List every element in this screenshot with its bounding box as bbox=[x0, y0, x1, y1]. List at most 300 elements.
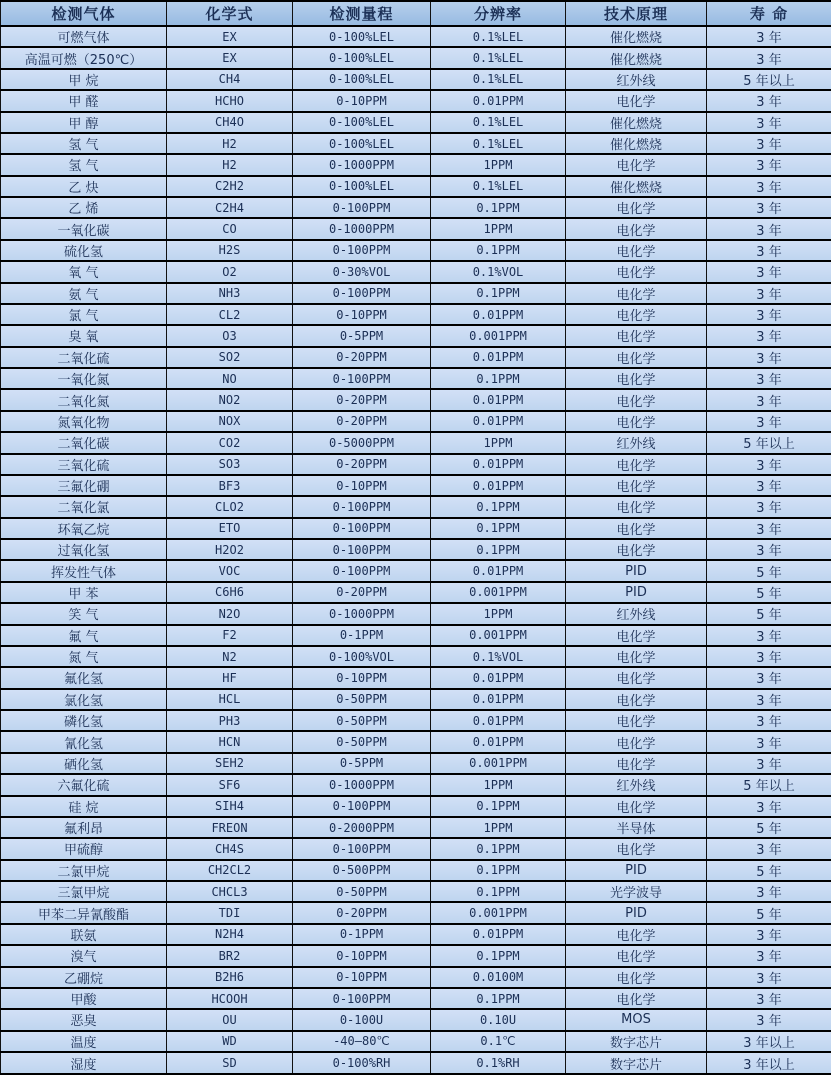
cell-principle: 电化学 bbox=[566, 261, 707, 282]
cell-resolution: 0.1PPM bbox=[431, 539, 566, 560]
cell-resolution: 0.01PPM bbox=[431, 454, 566, 475]
cell-range: 0-50PPM bbox=[293, 881, 431, 902]
cell-range: 0-100PPM bbox=[293, 539, 431, 560]
cell-resolution: 0.1%LEL bbox=[431, 69, 566, 90]
cell-resolution: 1PPM bbox=[431, 603, 566, 624]
cell-gas: 氟化氢 bbox=[1, 667, 167, 688]
table-row bbox=[1, 218, 831, 239]
cell-resolution: 1PPM bbox=[431, 817, 566, 838]
cell-lifespan: 3 年 bbox=[707, 646, 831, 667]
table-row bbox=[1, 347, 831, 368]
cell-range: 0-1000PPM bbox=[293, 218, 431, 239]
table-row bbox=[1, 689, 831, 710]
header-principle: 技术原理 bbox=[566, 1, 707, 26]
table-row bbox=[1, 304, 831, 325]
cell-resolution: 0.01PPM bbox=[431, 411, 566, 432]
table-row bbox=[1, 774, 831, 795]
table-row bbox=[1, 197, 831, 218]
cell-gas: 磷化氢 bbox=[1, 710, 167, 731]
cell-range: -40—80℃ bbox=[293, 1031, 431, 1052]
cell-lifespan: 3 年 bbox=[707, 1009, 831, 1030]
cell-gas: 高温可燃（250℃） bbox=[1, 47, 167, 68]
cell-lifespan: 3 年 bbox=[707, 197, 831, 218]
cell-principle: 电化学 bbox=[566, 838, 707, 859]
cell-range: 0-1000PPM bbox=[293, 154, 431, 175]
cell-principle: 半导体 bbox=[566, 817, 707, 838]
cell-formula: SIH4 bbox=[167, 796, 293, 817]
cell-range: 0-100%LEL bbox=[293, 47, 431, 68]
table-row bbox=[1, 47, 831, 68]
cell-gas: 臭 氧 bbox=[1, 325, 167, 346]
cell-principle: PID bbox=[566, 582, 707, 603]
cell-resolution: 0.1PPM bbox=[431, 283, 566, 304]
cell-range: 0-100U bbox=[293, 1009, 431, 1030]
table-row bbox=[1, 625, 831, 646]
cell-principle: 电化学 bbox=[566, 625, 707, 646]
cell-gas: 氢 气 bbox=[1, 154, 167, 175]
cell-gas: 甲酸 bbox=[1, 988, 167, 1009]
cell-lifespan: 3 年 bbox=[707, 796, 831, 817]
cell-formula: NO2 bbox=[167, 389, 293, 410]
table-row bbox=[1, 261, 831, 282]
cell-formula: CH4 bbox=[167, 69, 293, 90]
cell-resolution: 0.01PPM bbox=[431, 710, 566, 731]
cell-range: 0-10PPM bbox=[293, 90, 431, 111]
cell-range: 0-100%VOL bbox=[293, 646, 431, 667]
cell-range: 0-20PPM bbox=[293, 454, 431, 475]
cell-principle: 电化学 bbox=[566, 753, 707, 774]
table-row bbox=[1, 1009, 831, 1030]
cell-resolution: 0.1PPM bbox=[431, 496, 566, 517]
cell-lifespan: 5 年 bbox=[707, 582, 831, 603]
cell-range: 0-5PPM bbox=[293, 753, 431, 774]
table-row bbox=[1, 710, 831, 731]
table-row bbox=[1, 154, 831, 175]
cell-gas: 乙硼烷 bbox=[1, 967, 167, 988]
cell-range: 0-100PPM bbox=[293, 796, 431, 817]
cell-principle: 电化学 bbox=[566, 924, 707, 945]
cell-gas: 甲 烷 bbox=[1, 69, 167, 90]
cell-gas: 氨 气 bbox=[1, 283, 167, 304]
cell-range: 0-10PPM bbox=[293, 304, 431, 325]
table-row bbox=[1, 325, 831, 346]
cell-resolution: 0.001PPM bbox=[431, 753, 566, 774]
cell-range: 0-100%LEL bbox=[293, 133, 431, 154]
cell-principle: 电化学 bbox=[566, 154, 707, 175]
cell-range: 0-100PPM bbox=[293, 838, 431, 859]
cell-formula: C2H4 bbox=[167, 197, 293, 218]
cell-principle: 电化学 bbox=[566, 197, 707, 218]
cell-formula: C2H2 bbox=[167, 176, 293, 197]
cell-resolution: 0.1PPM bbox=[431, 368, 566, 389]
cell-lifespan: 3 年 bbox=[707, 967, 831, 988]
cell-resolution: 0.1℃ bbox=[431, 1031, 566, 1052]
cell-formula: CH2CL2 bbox=[167, 860, 293, 881]
cell-range: 0-100%LEL bbox=[293, 176, 431, 197]
cell-range: 0-30%VOL bbox=[293, 261, 431, 282]
cell-gas: 环氧乙烷 bbox=[1, 518, 167, 539]
cell-principle: 电化学 bbox=[566, 368, 707, 389]
cell-gas: 甲 醇 bbox=[1, 112, 167, 133]
cell-range: 0-100PPM bbox=[293, 240, 431, 261]
cell-formula: H2S bbox=[167, 240, 293, 261]
table-row bbox=[1, 603, 831, 624]
cell-range: 0-20PPM bbox=[293, 582, 431, 603]
cell-range: 0-20PPM bbox=[293, 389, 431, 410]
cell-formula: CH4O bbox=[167, 112, 293, 133]
cell-lifespan: 3 年 bbox=[707, 475, 831, 496]
cell-lifespan: 3 年 bbox=[707, 838, 831, 859]
cell-principle: 催化燃烧 bbox=[566, 176, 707, 197]
cell-range: 0-50PPM bbox=[293, 710, 431, 731]
cell-lifespan: 3 年 bbox=[707, 518, 831, 539]
cell-lifespan: 3 年 bbox=[707, 389, 831, 410]
cell-formula: SO2 bbox=[167, 347, 293, 368]
cell-lifespan: 3 年 bbox=[707, 325, 831, 346]
cell-principle: 电化学 bbox=[566, 411, 707, 432]
cell-principle: 电化学 bbox=[566, 689, 707, 710]
cell-gas: 二氧化硫 bbox=[1, 347, 167, 368]
table-row bbox=[1, 518, 831, 539]
cell-lifespan: 3 年 bbox=[707, 539, 831, 560]
cell-gas: 六氟化硫 bbox=[1, 774, 167, 795]
cell-gas: 二氧化氮 bbox=[1, 389, 167, 410]
table-row bbox=[1, 1052, 831, 1074]
cell-principle: 电化学 bbox=[566, 240, 707, 261]
table-row bbox=[1, 539, 831, 560]
cell-resolution: 0.1%LEL bbox=[431, 112, 566, 133]
cell-formula: BF3 bbox=[167, 475, 293, 496]
header-range: 检测量程 bbox=[293, 1, 431, 26]
cell-principle: 红外线 bbox=[566, 69, 707, 90]
cell-resolution: 0.1PPM bbox=[431, 240, 566, 261]
cell-resolution: 0.001PPM bbox=[431, 582, 566, 603]
cell-range: 0-100PPM bbox=[293, 560, 431, 581]
cell-gas: 氯 气 bbox=[1, 304, 167, 325]
cell-resolution: 0.1%LEL bbox=[431, 133, 566, 154]
cell-resolution: 0.1PPM bbox=[431, 197, 566, 218]
cell-principle: 电化学 bbox=[566, 454, 707, 475]
cell-gas: 硫化氢 bbox=[1, 240, 167, 261]
table-row bbox=[1, 817, 831, 838]
cell-range: 0-1PPM bbox=[293, 625, 431, 646]
cell-principle: 红外线 bbox=[566, 432, 707, 453]
cell-gas: 甲 醛 bbox=[1, 90, 167, 111]
cell-resolution: 0.1PPM bbox=[431, 860, 566, 881]
cell-formula: HCHO bbox=[167, 90, 293, 111]
cell-formula: SO3 bbox=[167, 454, 293, 475]
cell-range: 0-100%LEL bbox=[293, 112, 431, 133]
cell-gas: 氟利昂 bbox=[1, 817, 167, 838]
cell-formula: ETO bbox=[167, 518, 293, 539]
cell-gas: 过氧化氢 bbox=[1, 539, 167, 560]
cell-formula: WD bbox=[167, 1031, 293, 1052]
cell-formula: B2H6 bbox=[167, 967, 293, 988]
cell-formula: N2 bbox=[167, 646, 293, 667]
cell-principle: 电化学 bbox=[566, 988, 707, 1009]
cell-gas: 三氟化硼 bbox=[1, 475, 167, 496]
cell-lifespan: 3 年 bbox=[707, 667, 831, 688]
cell-principle: MOS bbox=[566, 1009, 707, 1030]
table-row bbox=[1, 582, 831, 603]
cell-resolution: 0.001PPM bbox=[431, 325, 566, 346]
cell-gas: 乙 炔 bbox=[1, 176, 167, 197]
cell-resolution: 0.1%LEL bbox=[431, 176, 566, 197]
cell-resolution: 0.1PPM bbox=[431, 881, 566, 902]
cell-lifespan: 3 年以上 bbox=[707, 1052, 831, 1074]
cell-resolution: 1PPM bbox=[431, 432, 566, 453]
cell-lifespan: 3 年 bbox=[707, 112, 831, 133]
cell-resolution: 0.01PPM bbox=[431, 475, 566, 496]
header-gas: 检测气体 bbox=[1, 1, 167, 26]
cell-gas: 乙 烯 bbox=[1, 197, 167, 218]
cell-formula: H2O2 bbox=[167, 539, 293, 560]
cell-range: 0-10PPM bbox=[293, 945, 431, 966]
cell-lifespan: 3 年 bbox=[707, 347, 831, 368]
cell-formula: FREON bbox=[167, 817, 293, 838]
cell-resolution: 0.01PPM bbox=[431, 560, 566, 581]
cell-principle: 催化燃烧 bbox=[566, 112, 707, 133]
cell-principle: PID bbox=[566, 902, 707, 923]
cell-principle: 数字芯片 bbox=[566, 1052, 707, 1074]
header-row bbox=[1, 1, 831, 26]
cell-formula: O3 bbox=[167, 325, 293, 346]
table-row bbox=[1, 881, 831, 902]
cell-resolution: 0.01PPM bbox=[431, 90, 566, 111]
cell-formula: EX bbox=[167, 47, 293, 68]
cell-formula: HCOOH bbox=[167, 988, 293, 1009]
cell-gas: 笑 气 bbox=[1, 603, 167, 624]
cell-resolution: 0.0100M bbox=[431, 967, 566, 988]
cell-gas: 氯化氢 bbox=[1, 689, 167, 710]
cell-formula: O2 bbox=[167, 261, 293, 282]
cell-formula: N2O bbox=[167, 603, 293, 624]
table-row bbox=[1, 1031, 831, 1052]
cell-principle: 电化学 bbox=[566, 347, 707, 368]
cell-formula: CO bbox=[167, 218, 293, 239]
cell-range: 0-50PPM bbox=[293, 689, 431, 710]
table-row bbox=[1, 475, 831, 496]
cell-lifespan: 3 年 bbox=[707, 47, 831, 68]
cell-range: 0-20PPM bbox=[293, 902, 431, 923]
cell-gas: 甲 苯 bbox=[1, 582, 167, 603]
cell-lifespan: 3 年 bbox=[707, 368, 831, 389]
cell-principle: 电化学 bbox=[566, 646, 707, 667]
cell-lifespan: 3 年 bbox=[707, 26, 831, 47]
cell-principle: 催化燃烧 bbox=[566, 26, 707, 47]
table-row bbox=[1, 753, 831, 774]
cell-principle: 电化学 bbox=[566, 90, 707, 111]
cell-gas: 氧 气 bbox=[1, 261, 167, 282]
table-row bbox=[1, 838, 831, 859]
cell-formula: VOC bbox=[167, 560, 293, 581]
cell-lifespan: 5 年 bbox=[707, 603, 831, 624]
header-lifespan: 寿 命 bbox=[707, 1, 831, 26]
table-row bbox=[1, 988, 831, 1009]
cell-resolution: 0.1PPM bbox=[431, 945, 566, 966]
cell-range: 0-1000PPM bbox=[293, 774, 431, 795]
cell-formula: OU bbox=[167, 1009, 293, 1030]
cell-principle: 电化学 bbox=[566, 218, 707, 239]
cell-principle: 电化学 bbox=[566, 945, 707, 966]
cell-resolution: 0.01PPM bbox=[431, 667, 566, 688]
cell-range: 0-10PPM bbox=[293, 967, 431, 988]
table-row bbox=[1, 69, 831, 90]
table-row bbox=[1, 90, 831, 111]
table-body bbox=[1, 26, 831, 1074]
cell-range: 0-100PPM bbox=[293, 283, 431, 304]
cell-range: 0-1000PPM bbox=[293, 603, 431, 624]
table-row bbox=[1, 454, 831, 475]
cell-gas: 氮氧化物 bbox=[1, 411, 167, 432]
cell-gas: 可燃气体 bbox=[1, 26, 167, 47]
table-row bbox=[1, 860, 831, 881]
cell-lifespan: 3 年 bbox=[707, 176, 831, 197]
table-row bbox=[1, 368, 831, 389]
cell-range: 0-100%LEL bbox=[293, 26, 431, 47]
cell-gas: 恶臭 bbox=[1, 1009, 167, 1030]
cell-range: 0-100%RH bbox=[293, 1052, 431, 1074]
cell-gas: 湿度 bbox=[1, 1052, 167, 1074]
cell-resolution: 1PPM bbox=[431, 218, 566, 239]
cell-range: 0-100%LEL bbox=[293, 69, 431, 90]
cell-formula: HF bbox=[167, 667, 293, 688]
cell-gas: 氮 气 bbox=[1, 646, 167, 667]
cell-formula: SEH2 bbox=[167, 753, 293, 774]
cell-resolution: 0.01PPM bbox=[431, 389, 566, 410]
cell-formula: N2H4 bbox=[167, 924, 293, 945]
table-row bbox=[1, 496, 831, 517]
cell-resolution: 0.01PPM bbox=[431, 731, 566, 752]
cell-resolution: 0.1%VOL bbox=[431, 261, 566, 282]
cell-range: 0-50PPM bbox=[293, 731, 431, 752]
cell-formula: HCL bbox=[167, 689, 293, 710]
table-row bbox=[1, 560, 831, 581]
cell-range: 0-100PPM bbox=[293, 496, 431, 517]
cell-formula: H2 bbox=[167, 154, 293, 175]
cell-lifespan: 3 年 bbox=[707, 710, 831, 731]
cell-gas: 甲苯二异氰酸酯 bbox=[1, 902, 167, 923]
cell-formula: HCN bbox=[167, 731, 293, 752]
cell-resolution: 0.1PPM bbox=[431, 518, 566, 539]
cell-principle: 催化燃烧 bbox=[566, 47, 707, 68]
table-row bbox=[1, 924, 831, 945]
cell-lifespan: 3 年 bbox=[707, 133, 831, 154]
cell-principle: 电化学 bbox=[566, 667, 707, 688]
cell-lifespan: 5 年以上 bbox=[707, 69, 831, 90]
table-row bbox=[1, 667, 831, 688]
cell-lifespan: 5 年 bbox=[707, 817, 831, 838]
cell-gas: 一氧化碳 bbox=[1, 218, 167, 239]
cell-range: 0-10PPM bbox=[293, 475, 431, 496]
cell-lifespan: 5 年以上 bbox=[707, 774, 831, 795]
cell-lifespan: 5 年 bbox=[707, 902, 831, 923]
cell-lifespan: 5 年 bbox=[707, 560, 831, 581]
cell-lifespan: 3 年 bbox=[707, 753, 831, 774]
cell-gas: 氰化氢 bbox=[1, 731, 167, 752]
table-row bbox=[1, 133, 831, 154]
cell-gas: 二氧化碳 bbox=[1, 432, 167, 453]
cell-principle: 电化学 bbox=[566, 325, 707, 346]
cell-resolution: 0.01PPM bbox=[431, 689, 566, 710]
cell-formula: CHCL3 bbox=[167, 881, 293, 902]
cell-range: 0-2000PPM bbox=[293, 817, 431, 838]
cell-lifespan: 3 年 bbox=[707, 304, 831, 325]
table-row bbox=[1, 26, 831, 47]
cell-lifespan: 5 年以上 bbox=[707, 432, 831, 453]
cell-lifespan: 3 年 bbox=[707, 283, 831, 304]
cell-principle: 数字芯片 bbox=[566, 1031, 707, 1052]
cell-lifespan: 3 年 bbox=[707, 411, 831, 432]
cell-principle: 电化学 bbox=[566, 539, 707, 560]
cell-lifespan: 3 年 bbox=[707, 496, 831, 517]
cell-range: 0-100PPM bbox=[293, 368, 431, 389]
cell-principle: 催化燃烧 bbox=[566, 133, 707, 154]
cell-principle: 电化学 bbox=[566, 475, 707, 496]
cell-lifespan: 5 年 bbox=[707, 860, 831, 881]
cell-principle: 电化学 bbox=[566, 496, 707, 517]
table-row bbox=[1, 432, 831, 453]
cell-formula: C6H6 bbox=[167, 582, 293, 603]
cell-gas: 联氨 bbox=[1, 924, 167, 945]
cell-resolution: 0.001PPM bbox=[431, 625, 566, 646]
cell-gas: 氢 气 bbox=[1, 133, 167, 154]
cell-gas: 三氯甲烷 bbox=[1, 881, 167, 902]
cell-lifespan: 3 年 bbox=[707, 454, 831, 475]
cell-gas: 甲硫醇 bbox=[1, 838, 167, 859]
cell-lifespan: 3 年 bbox=[707, 90, 831, 111]
table-row bbox=[1, 731, 831, 752]
cell-gas: 硒化氢 bbox=[1, 753, 167, 774]
cell-resolution: 0.1PPM bbox=[431, 838, 566, 859]
cell-range: 0-500PPM bbox=[293, 860, 431, 881]
cell-range: 0-100PPM bbox=[293, 988, 431, 1009]
header-resolution: 分辨率 bbox=[431, 1, 566, 26]
cell-formula: CLO2 bbox=[167, 496, 293, 517]
table-row bbox=[1, 389, 831, 410]
cell-resolution: 0.01PPM bbox=[431, 347, 566, 368]
cell-principle: 光学波导 bbox=[566, 881, 707, 902]
table-row bbox=[1, 902, 831, 923]
cell-principle: 电化学 bbox=[566, 731, 707, 752]
cell-resolution: 0.1%VOL bbox=[431, 646, 566, 667]
table-header bbox=[1, 1, 831, 26]
table-row bbox=[1, 646, 831, 667]
cell-principle: PID bbox=[566, 560, 707, 581]
cell-formula: TDI bbox=[167, 902, 293, 923]
cell-range: 0-5000PPM bbox=[293, 432, 431, 453]
cell-formula: NO bbox=[167, 368, 293, 389]
table-row bbox=[1, 796, 831, 817]
cell-principle: 红外线 bbox=[566, 774, 707, 795]
cell-formula: CH4S bbox=[167, 838, 293, 859]
cell-gas: 溴气 bbox=[1, 945, 167, 966]
cell-resolution: 0.001PPM bbox=[431, 902, 566, 923]
cell-gas: 二氧化氯 bbox=[1, 496, 167, 517]
cell-gas: 三氧化硫 bbox=[1, 454, 167, 475]
cell-lifespan: 3 年 bbox=[707, 731, 831, 752]
cell-lifespan: 3 年 bbox=[707, 154, 831, 175]
cell-resolution: 0.1%LEL bbox=[431, 26, 566, 47]
table-row bbox=[1, 240, 831, 261]
cell-lifespan: 3 年 bbox=[707, 881, 831, 902]
cell-principle: 电化学 bbox=[566, 389, 707, 410]
cell-gas: 二氯甲烷 bbox=[1, 860, 167, 881]
cell-resolution: 0.01PPM bbox=[431, 924, 566, 945]
table-row bbox=[1, 112, 831, 133]
cell-range: 0-5PPM bbox=[293, 325, 431, 346]
cell-formula: SF6 bbox=[167, 774, 293, 795]
